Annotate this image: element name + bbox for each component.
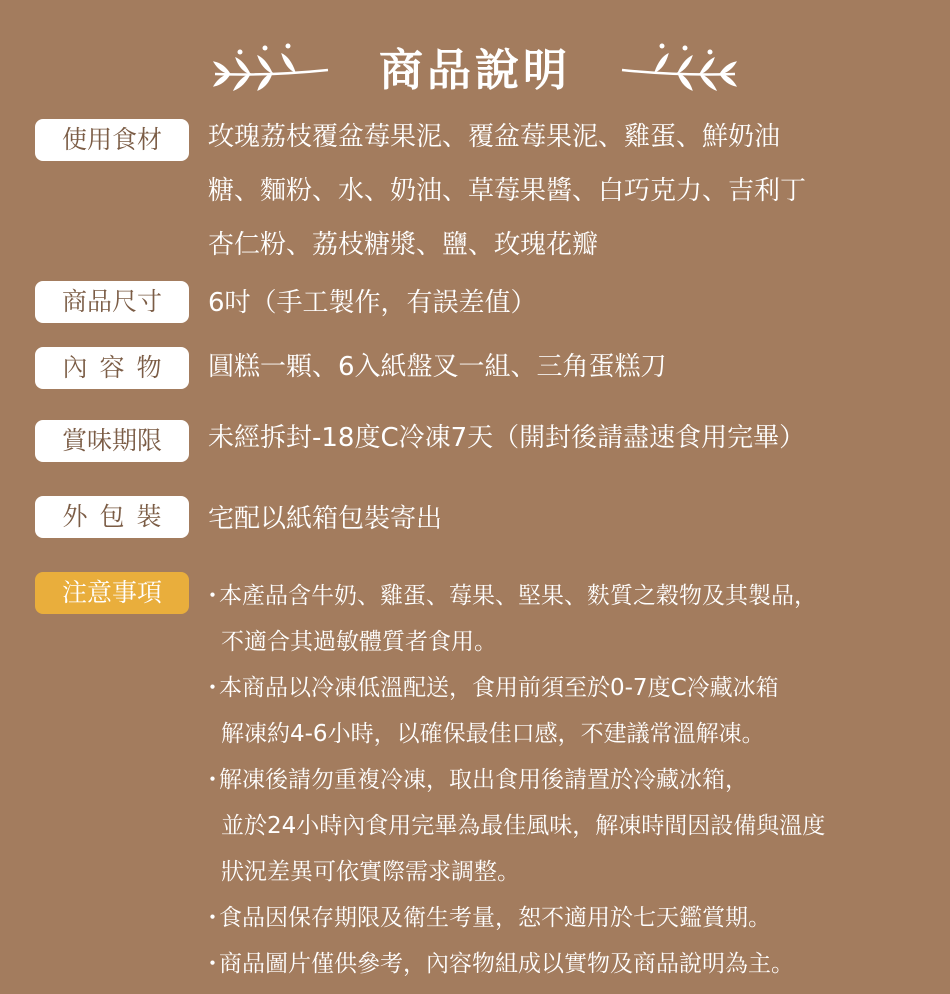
notice-line: 狀況差異可依實際需求調整。 (221, 859, 520, 885)
shelf-life-value: 未經拆封-18度C冷凍7天（開封後請盡速食用完畢） (208, 423, 806, 453)
notice-line: ・ 商品圖片僅供參考，內容物組成以實物及商品說明為主。 (203, 941, 825, 987)
notice-line: ・ 解凍後請勿重複冷凍，取出食用後請置於冷藏冰箱， (203, 757, 825, 803)
notice-item (203, 665, 825, 757)
ingredients-value (208, 117, 806, 279)
size-label: 商品尺寸 (35, 281, 189, 323)
notice-line: ・ 食品因保存期限及衛生考量，恕不適用於七天鑑賞期。 (203, 895, 825, 941)
shelf-life-label: 賞味期限 (35, 420, 189, 462)
notice-label: 注意事項 (35, 572, 189, 614)
notice-line: 不適合其過敏體質者食用。 (221, 629, 497, 655)
notice-line: 並於24小時內食用完畢為最佳風味，解凍時間因設備與溫度 (221, 813, 826, 839)
size-value: 6吋（手工製作，有誤差值） (208, 288, 537, 318)
notice-item (203, 895, 825, 941)
notice-line: 解凍約4-6小時，以確保最佳口感，不建議常溫解凍。 (221, 721, 765, 747)
ingredients-line: 糖、麵粉、水、奶油、草莓果醬、白巧克力、吉利丁 (208, 176, 807, 206)
contents-label: 內容物 (35, 347, 189, 389)
ingredients-line: 玫瑰荔枝覆盆莓果泥、覆盆莓果泥、雞蛋、鮮奶油 (208, 122, 781, 152)
leaf-ornament-right-icon (620, 42, 740, 92)
notice-item (203, 941, 825, 987)
page-title: 商品說明 (379, 45, 571, 96)
contents-value: 圓糕一顆、6入紙盤叉一組、三角蛋糕刀 (208, 352, 667, 382)
packaging-value: 宅配以紙箱包裝寄出 (208, 504, 443, 534)
notice-item (203, 757, 825, 895)
notice-item (203, 573, 825, 665)
notice-list (203, 573, 825, 987)
header (0, 24, 950, 94)
notice-line: ・ 本商品以冷凍低溫配送，食用前須至於0-7度C冷藏冰箱 (203, 665, 825, 711)
notice-line: ・ 本產品含牛奶、雞蛋、莓果、堅果、麩質之穀物及其製品， (203, 573, 825, 619)
packaging-label: 外包裝 (35, 496, 189, 538)
ingredients-line: 杏仁粉、荔枝糖漿、鹽、玫瑰花瓣 (208, 230, 599, 260)
ingredients-label: 使用食材 (35, 119, 189, 161)
